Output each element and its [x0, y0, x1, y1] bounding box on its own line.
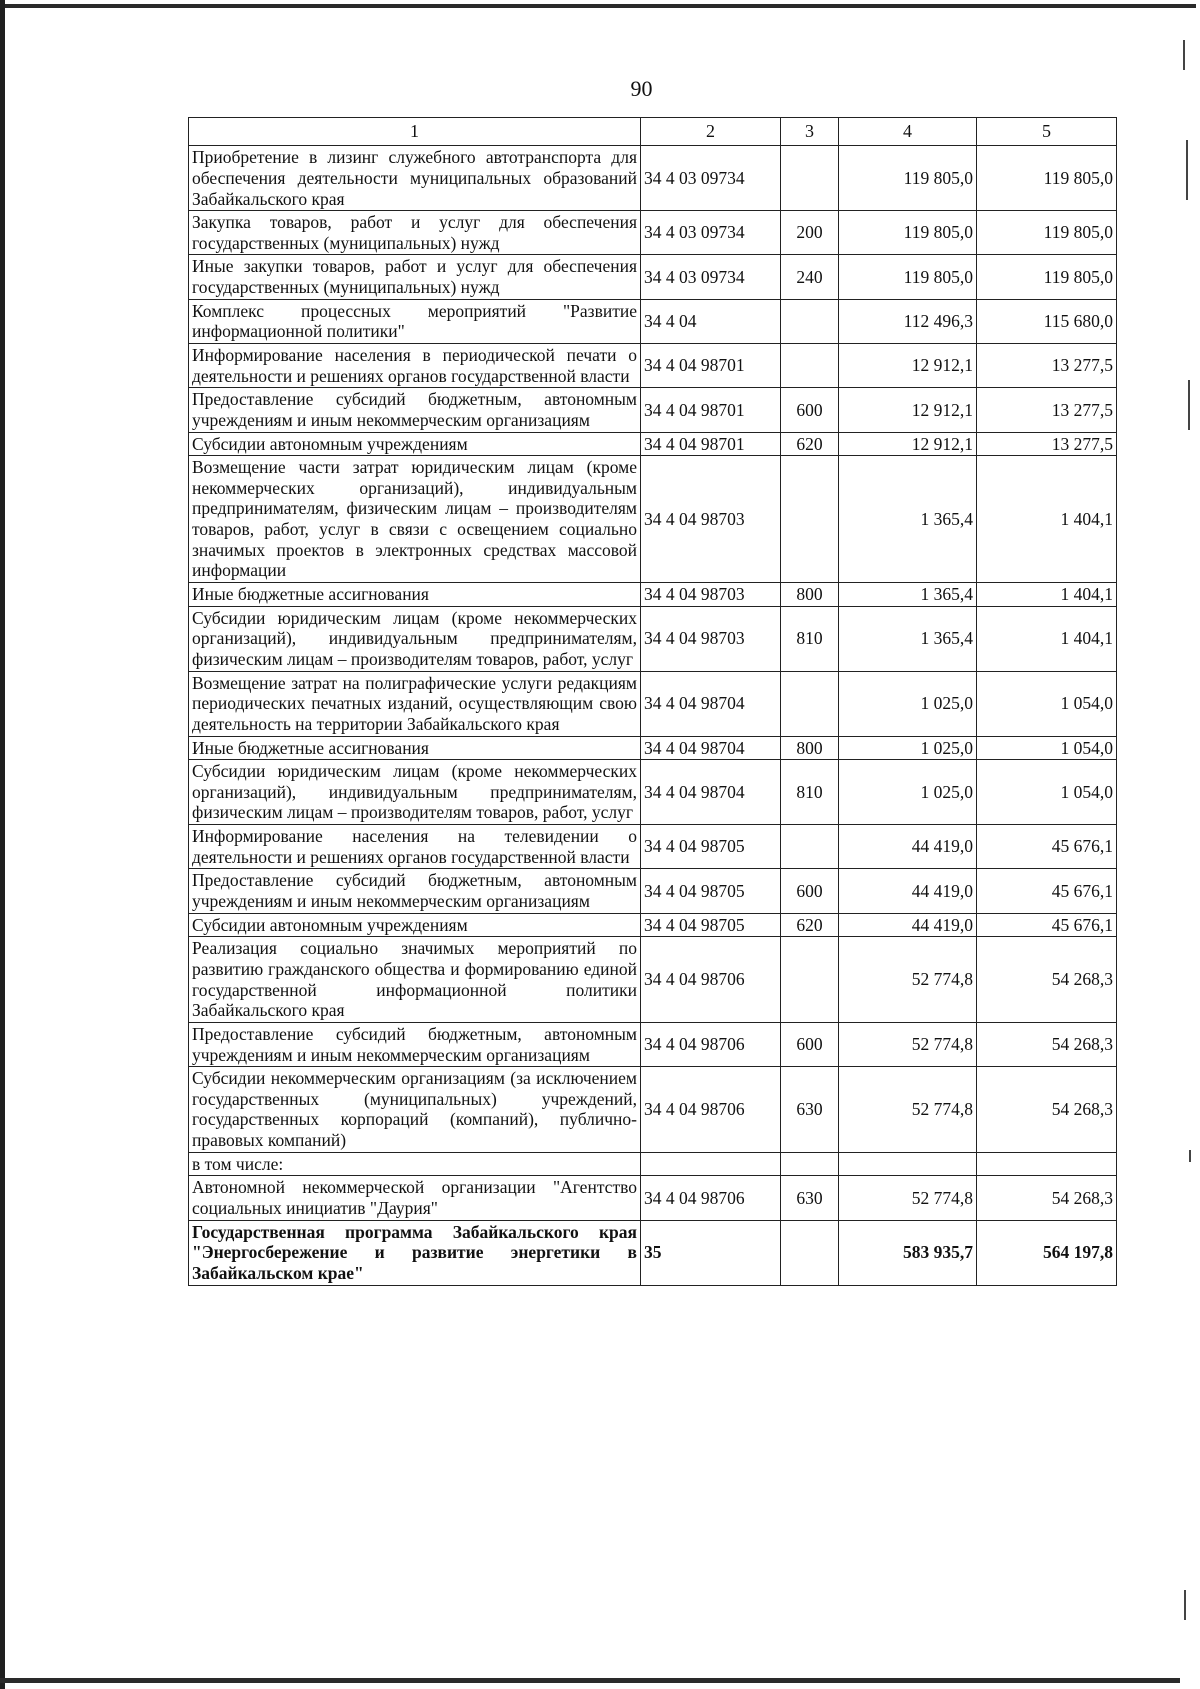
- row-value5-cell: 1 404,1: [977, 606, 1117, 671]
- row-type-cell: 200: [781, 211, 839, 255]
- page-number: 90: [630, 76, 653, 101]
- table-row: [189, 456, 1117, 583]
- row-code-cell: 34 4 04 98701: [641, 432, 781, 456]
- row-value4-cell: 583 935,7: [839, 1220, 977, 1285]
- table-row: [189, 825, 1117, 869]
- table-row: [189, 913, 1117, 937]
- table-body: [189, 146, 1117, 1285]
- row-value5-cell: 45 676,1: [977, 913, 1117, 937]
- row-name-cell: Государственная программа Забайкальского края "Энергосбережение и развитие энергетики в Забайкальском крае": [189, 1220, 641, 1285]
- row-name-cell: Закупка товаров, работ и услуг для обеспечения государственных (муниципальных) нужд: [189, 211, 641, 255]
- margin-mark: [1189, 1150, 1191, 1162]
- row-value5-cell: 119 805,0: [977, 146, 1117, 211]
- row-value5-cell: [977, 1152, 1117, 1176]
- row-type-cell: 620: [781, 913, 839, 937]
- table-row: [189, 583, 1117, 607]
- row-code-cell: 34 4 03 09734: [641, 146, 781, 211]
- row-value4-cell: 1 365,4: [839, 456, 977, 583]
- column-header: 4: [839, 118, 977, 146]
- row-type-cell: [781, 456, 839, 583]
- row-code-cell: 35: [641, 1220, 781, 1285]
- table-row: [189, 1220, 1117, 1285]
- row-value4-cell: 52 774,8: [839, 937, 977, 1023]
- row-name-cell: Приобретение в лизинг служебного автотранспорта для обеспечения деятельности муниципальных образований Забайкальского края: [189, 146, 641, 211]
- table-row: [189, 760, 1117, 825]
- row-name-cell: Субсидии некоммерческим организациям (за исключением государственных (муниципальных) учреждений, государственных корпораций (компаний), публично-правовых компаний): [189, 1067, 641, 1153]
- row-type-cell: [781, 671, 839, 736]
- row-name-cell: Предоставление субсидий бюджетным, автономным учреждениям и иным некоммерческим организациям: [189, 869, 641, 913]
- table-row: [189, 432, 1117, 456]
- row-value5-cell: 115 680,0: [977, 299, 1117, 343]
- row-code-cell: 34 4 04 98704: [641, 736, 781, 760]
- row-type-cell: 810: [781, 606, 839, 671]
- row-type-cell: 240: [781, 255, 839, 299]
- row-value5-cell: 54 268,3: [977, 1176, 1117, 1220]
- row-value4-cell: 12 912,1: [839, 388, 977, 432]
- row-type-cell: [781, 937, 839, 1023]
- row-type-cell: 620: [781, 432, 839, 456]
- row-value5-cell: 13 277,5: [977, 432, 1117, 456]
- row-value5-cell: 13 277,5: [977, 344, 1117, 388]
- scan-edge-top: [0, 4, 1196, 8]
- row-value5-cell: 54 268,3: [977, 1022, 1117, 1066]
- row-code-cell: 34 4 04 98703: [641, 606, 781, 671]
- row-value5-cell: 45 676,1: [977, 869, 1117, 913]
- scan-edge-left: [0, 0, 5, 1689]
- row-name-cell: Автономной некоммерческой организации "Агентство социальных инициатив "Даурия": [189, 1176, 641, 1220]
- row-value4-cell: 44 419,0: [839, 869, 977, 913]
- row-name-cell: Иные закупки товаров, работ и услуг для обеспечения государственных (муниципальных) нужд: [189, 255, 641, 299]
- row-value5-cell: 1 054,0: [977, 760, 1117, 825]
- row-name-cell: Иные бюджетные ассигнования: [189, 583, 641, 607]
- row-code-cell: 34 4 04 98706: [641, 937, 781, 1023]
- row-value5-cell: 1 404,1: [977, 583, 1117, 607]
- row-type-cell: 810: [781, 760, 839, 825]
- table-row: [189, 671, 1117, 736]
- row-name-cell: Комплекс процессных мероприятий "Развитие информационной политики": [189, 299, 641, 343]
- row-code-cell: 34 4 04 98706: [641, 1176, 781, 1220]
- row-value4-cell: 12 912,1: [839, 344, 977, 388]
- table-row: [189, 146, 1117, 211]
- row-type-cell: [781, 299, 839, 343]
- row-name-cell: Предоставление субсидий бюджетным, автономным учреждениям и иным некоммерческим организациям: [189, 388, 641, 432]
- row-value4-cell: 119 805,0: [839, 211, 977, 255]
- row-name-cell: Информирование населения в периодической печати о деятельности и решениях органов государственной власти: [189, 344, 641, 388]
- row-code-cell: 34 4 03 09734: [641, 211, 781, 255]
- row-value5-cell: 54 268,3: [977, 1067, 1117, 1153]
- row-value5-cell: 1 054,0: [977, 671, 1117, 736]
- row-code-cell: 34 4 04 98705: [641, 825, 781, 869]
- row-code-cell: 34 4 04 98704: [641, 760, 781, 825]
- row-type-cell: [781, 1152, 839, 1176]
- row-type-cell: [781, 344, 839, 388]
- row-value5-cell: 564 197,8: [977, 1220, 1117, 1285]
- table-row: [189, 1152, 1117, 1176]
- row-value4-cell: [839, 1152, 977, 1176]
- table-row: [189, 1176, 1117, 1220]
- row-value4-cell: 119 805,0: [839, 255, 977, 299]
- row-code-cell: 34 4 04 98706: [641, 1022, 781, 1066]
- row-value4-cell: 52 774,8: [839, 1067, 977, 1153]
- row-name-cell: в том числе:: [189, 1152, 641, 1176]
- row-name-cell: Возмещение части затрат юридическим лицам (кроме некоммерческих организаций), индивидуальным предпринимателям, физическим лицам – производителям товаров, работ, услуг в связи с освещением социально значимых проектов в электронных средствах массовой информации: [189, 456, 641, 583]
- row-name-cell: Возмещение затрат на полиграфические услуги редакциям периодических печатных изданий, осуществляющим свою деятельность на территории Забайкальского края: [189, 671, 641, 736]
- row-value5-cell: 13 277,5: [977, 388, 1117, 432]
- row-type-cell: [781, 146, 839, 211]
- row-name-cell: Реализация социально значимых мероприятий по развитию гражданского общества и формированию единой государственной информационной политики Забайкальского края: [189, 937, 641, 1023]
- table-row: [189, 255, 1117, 299]
- row-value5-cell: 119 805,0: [977, 211, 1117, 255]
- row-value4-cell: 112 496,3: [839, 299, 977, 343]
- margin-mark: [1183, 40, 1185, 70]
- row-name-cell: Субсидии юридическим лицам (кроме некоммерческих организаций), индивидуальным предпринимателям, физическим лицам – производителям товаров, работ, услуг: [189, 760, 641, 825]
- row-code-cell: 34 4 04: [641, 299, 781, 343]
- row-value4-cell: 1 025,0: [839, 760, 977, 825]
- row-value4-cell: 52 774,8: [839, 1176, 977, 1220]
- column-header: 2: [641, 118, 781, 146]
- row-type-cell: 600: [781, 1022, 839, 1066]
- table-row: [189, 211, 1117, 255]
- row-value4-cell: 1 365,4: [839, 583, 977, 607]
- row-value4-cell: 1 025,0: [839, 671, 977, 736]
- row-code-cell: 34 4 04 98705: [641, 869, 781, 913]
- table-row: [189, 1067, 1117, 1153]
- row-code-cell: 34 4 04 98706: [641, 1067, 781, 1153]
- column-header: 1: [189, 118, 641, 146]
- row-value4-cell: 52 774,8: [839, 1022, 977, 1066]
- table-row: [189, 937, 1117, 1023]
- header-row: [189, 118, 1117, 146]
- row-type-cell: 600: [781, 869, 839, 913]
- row-code-cell: 34 4 03 09734: [641, 255, 781, 299]
- row-type-cell: 800: [781, 583, 839, 607]
- row-code-cell: 34 4 04 98705: [641, 913, 781, 937]
- row-name-cell: Информирование населения на телевидении о деятельности и решениях органов государственной власти: [189, 825, 641, 869]
- row-name-cell: Субсидии юридическим лицам (кроме некоммерческих организаций), индивидуальным предпринимателям, физическим лицам – производителям товаров, работ, услуг: [189, 606, 641, 671]
- table-row: [189, 1022, 1117, 1066]
- row-code-cell: 34 4 04 98704: [641, 671, 781, 736]
- row-type-cell: 630: [781, 1067, 839, 1153]
- column-header: 5: [977, 118, 1117, 146]
- row-value4-cell: 44 419,0: [839, 913, 977, 937]
- row-type-cell: 800: [781, 736, 839, 760]
- margin-mark: [1184, 1590, 1186, 1620]
- table-row: [189, 344, 1117, 388]
- margin-mark: [1186, 140, 1188, 200]
- row-code-cell: 34 4 04 98703: [641, 583, 781, 607]
- row-value4-cell: 44 419,0: [839, 825, 977, 869]
- row-type-cell: 600: [781, 388, 839, 432]
- table-row: [189, 606, 1117, 671]
- row-code-cell: 34 4 04 98703: [641, 456, 781, 583]
- row-value4-cell: 119 805,0: [839, 146, 977, 211]
- row-value5-cell: 1 404,1: [977, 456, 1117, 583]
- row-code-cell: 34 4 04 98701: [641, 344, 781, 388]
- table-row: [189, 736, 1117, 760]
- row-value4-cell: 1 365,4: [839, 606, 977, 671]
- row-value4-cell: 12 912,1: [839, 432, 977, 456]
- row-value5-cell: 54 268,3: [977, 937, 1117, 1023]
- row-type-cell: [781, 825, 839, 869]
- table-row: [189, 299, 1117, 343]
- margin-mark: [1188, 380, 1190, 430]
- column-header: 3: [781, 118, 839, 146]
- row-name-cell: Субсидии автономным учреждениям: [189, 432, 641, 456]
- row-type-cell: 630: [781, 1176, 839, 1220]
- row-value4-cell: 1 025,0: [839, 736, 977, 760]
- row-code-cell: [641, 1152, 781, 1176]
- row-code-cell: 34 4 04 98701: [641, 388, 781, 432]
- budget-table: [188, 117, 1117, 1286]
- row-value5-cell: 119 805,0: [977, 255, 1117, 299]
- row-name-cell: Субсидии автономным учреждениям: [189, 913, 641, 937]
- row-value5-cell: 45 676,1: [977, 825, 1117, 869]
- table-row: [189, 869, 1117, 913]
- row-value5-cell: 1 054,0: [977, 736, 1117, 760]
- row-type-cell: [781, 1220, 839, 1285]
- scan-edge-bottom: [0, 1678, 1180, 1683]
- table-row: [189, 388, 1117, 432]
- row-name-cell: Иные бюджетные ассигнования: [189, 736, 641, 760]
- row-name-cell: Предоставление субсидий бюджетным, автономным учреждениям и иным некоммерческим организациям: [189, 1022, 641, 1066]
